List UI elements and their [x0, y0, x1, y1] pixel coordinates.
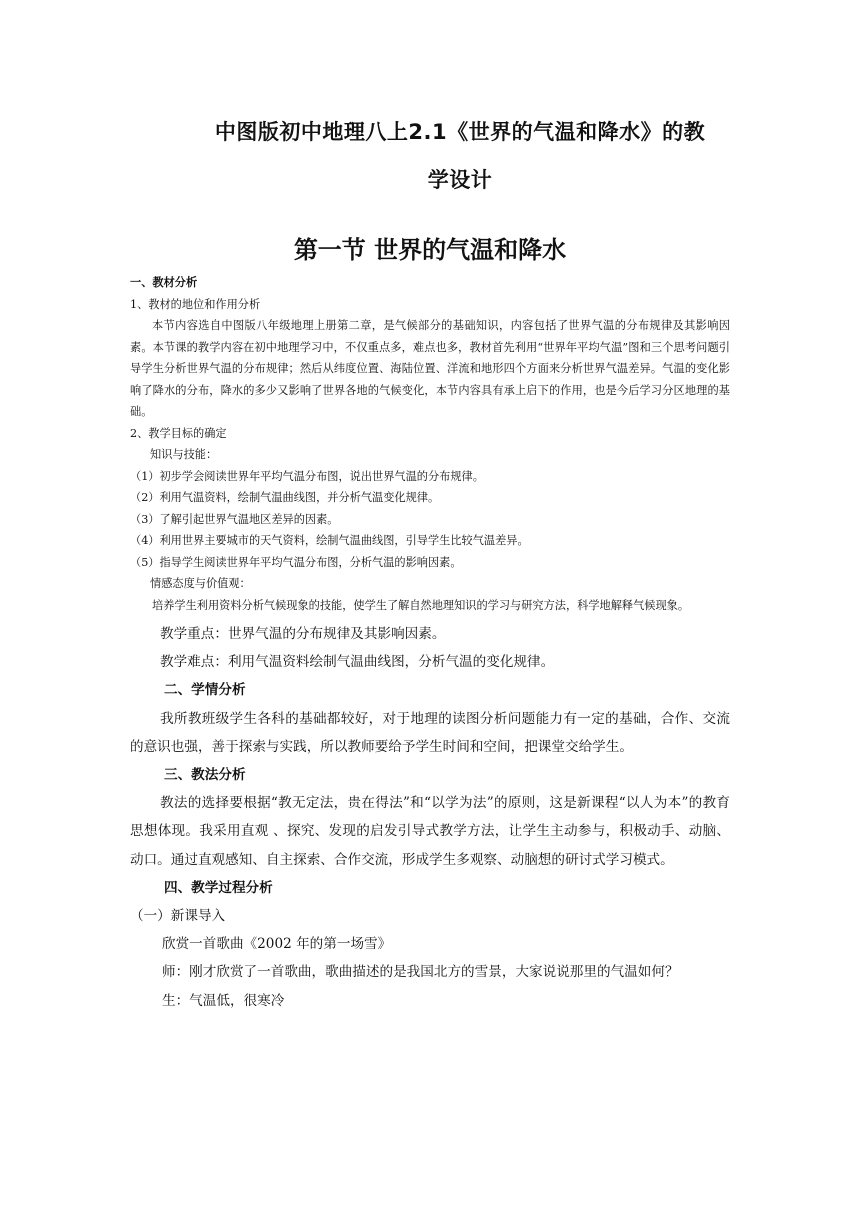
section-title: 第一节 世界的气温和降水 — [293, 236, 567, 264]
subheading-position-role: 1、教材的地位和作用分析 — [130, 297, 261, 311]
paragraph-emotion-values: 培养学生利用资料分析气候现象的技能，使学生了解自然地理知识的学习与研究方法，科学地解释气候现象。 — [152, 598, 690, 612]
document-title-line-2: 学设计 — [427, 168, 493, 192]
goal-item: （4）利用世界主要城市的天气资料，绘制气温曲线图，引导学生比较气温差异。 — [130, 534, 529, 547]
paragraph-student-answer: 生：气温低，很寒冷 — [162, 992, 285, 1009]
paragraph-method-analysis: 教法的选择要根据“教无定法，贵在得法”和“以学为法”的原则，这是新课程“以人为本”的教育思想体现。我采用直观 、探究、发现的启发引导式教学方法，让学生主动参与，积极动手、动脑、动口。通过直观感知、自主探索、合作交流，形成学生多观察、动脑想的研讨式学习模式。 — [130, 795, 730, 868]
heading-textbook-analysis: 一、教材分析 — [130, 276, 198, 289]
subheading-teaching-goals: 2、教学目标的确定 — [130, 426, 227, 440]
heading-student-analysis: 二、学情分析 — [164, 682, 246, 699]
document-title-line-1: 中图版初中地理八上2.1《世界的气温和降水》的教 — [214, 120, 706, 144]
heading-process-analysis: 四、教学过程分析 — [164, 879, 273, 896]
paragraph-student-analysis: 我所教班级学生各科的基础都较好，对于地理的读图分析问题能力有一定的基础，合作、交流的意识也强，善于探索与实践，所以教师要给予学生时间和空间，把课堂交给学生。 — [130, 710, 730, 755]
teaching-difficult-point: 教学难点：利用气温资料绘制气温曲线图，分析气温的变化规律。 — [160, 654, 555, 671]
goal-item: （3）了解引起世界气温地区差异的因素。 — [130, 512, 339, 526]
goal-item: （2）利用气温资料，绘制气温曲线图，并分析气温变化规律。 — [130, 491, 440, 504]
goal-item: （5）指导学生阅读世界年平均气温分布图，分析气温的影响因素。 — [130, 555, 462, 569]
label-emotion-values: 情感态度与价值观： — [150, 577, 251, 590]
document-title — [180, 108, 740, 204]
label-knowledge-skills: 知识与技能： — [150, 448, 218, 461]
document-body — [130, 272, 730, 1015]
subheading-lesson-intro: （一）新课导入 — [130, 908, 226, 925]
paragraph-textbook-content: 本节内容选自中图版八年级地理上册第二章，是气候部分的基础知识，内容包括了世界气温的分布规律及其影响因素。本节课的教学内容在初中地理学习中，不仅重点多，难点也多，教材首先利用“世界年平均气温”图和三个思考问题引导学生分析世界气温的分布规律；然后从纬度位置、海陆位置、洋流和地形四个方面来分析世界气温差异。气温的变化影响了降水的分布，降水的多少又影响了世界各地的气候变化，本节内容具有承上启下的作用，也是今后学习分区地理的基础。 — [130, 319, 730, 418]
paragraph-teacher-question: 师：刚才欣赏了一首歌曲，歌曲描述的是我国北方的雪景，大家说说那里的气温如何？ — [162, 964, 679, 981]
teaching-key-point: 教学重点：世界气温的分布规律及其影响因素。 — [160, 626, 446, 642]
heading-method-analysis: 三、教法分析 — [164, 767, 246, 784]
paragraph-song: 欣赏一首歌曲《2002 年的第一场雪》 — [162, 936, 392, 953]
goal-item: （1）初步学会阅读世界年平均气温分布图，说出世界气温的分布规律。 — [130, 469, 484, 483]
